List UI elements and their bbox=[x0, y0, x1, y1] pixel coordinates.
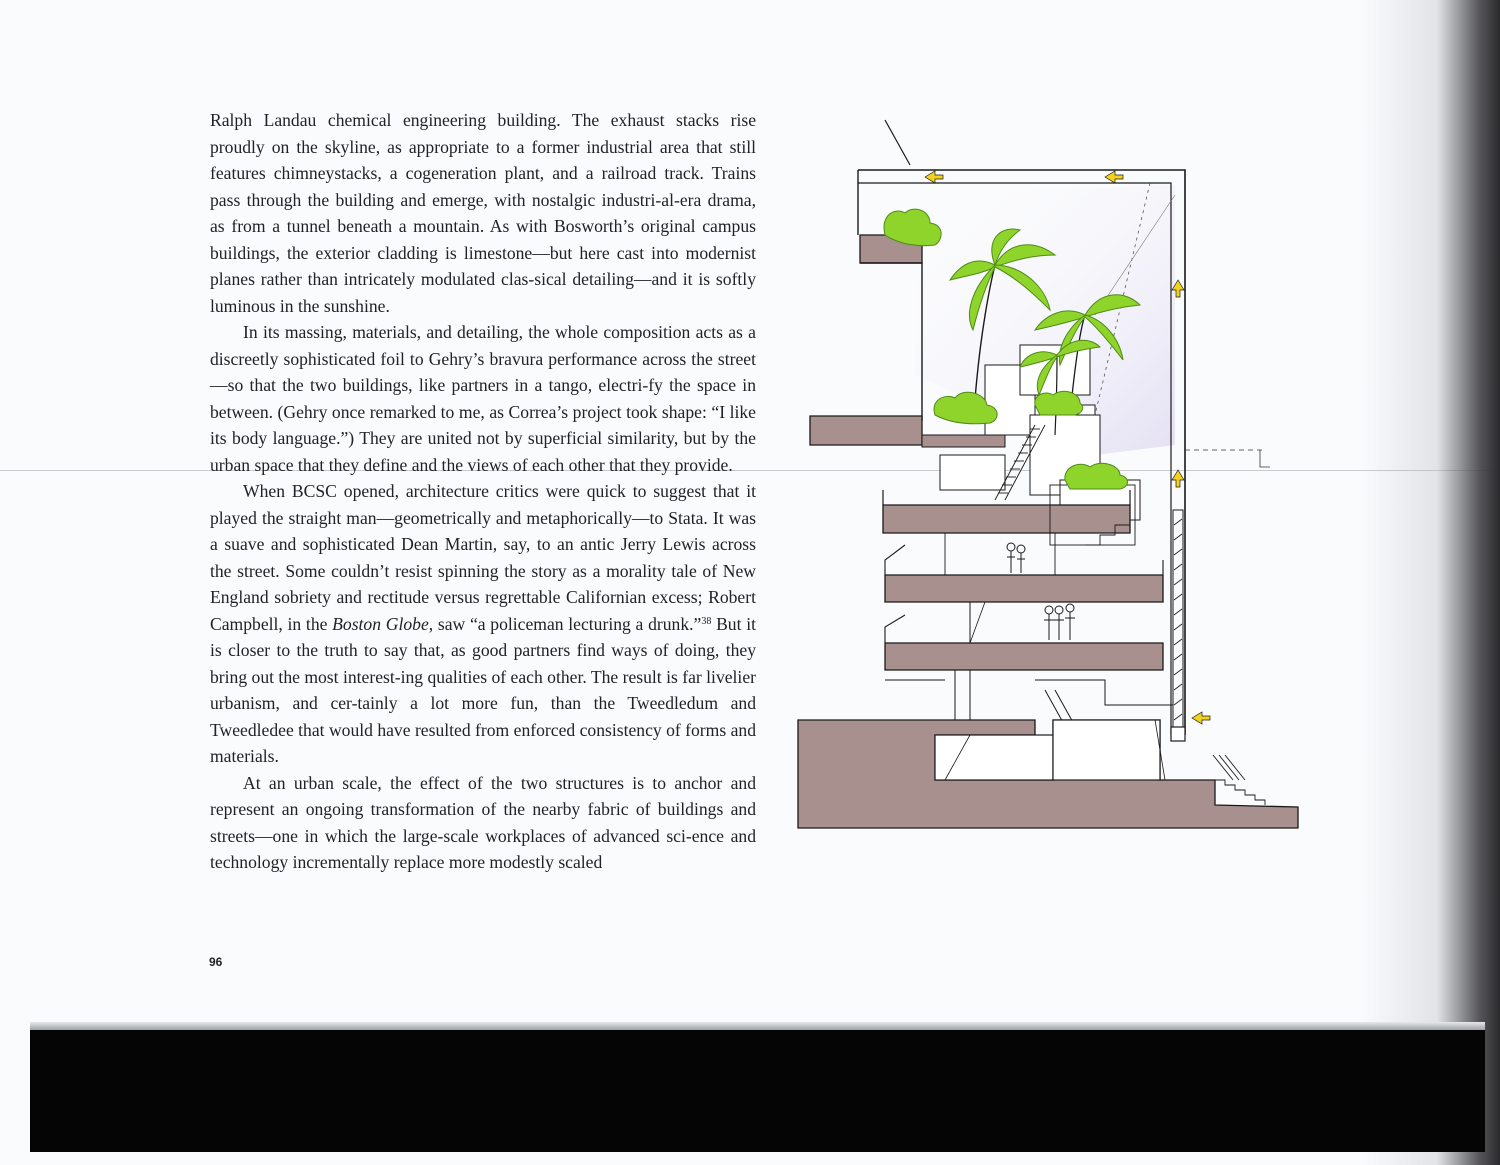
building-section-drawing bbox=[795, 115, 1300, 830]
footnote-ref: 38 bbox=[701, 615, 712, 627]
basement-room bbox=[935, 735, 1053, 780]
sidewalk-steps bbox=[1213, 755, 1265, 805]
arrow-icon bbox=[925, 171, 943, 183]
paragraph-2: In its massing, materials, and detailing, the whole composition acts as a discreetly sophisticated foil to Gehry’s bravura performance across the street—so that the two buildings, like partners in a tango, electri-fy the space in between. (Gehry once remarked to me, as Correa’s project took shape: “I like its body language.”) They are united not by superficial similarity, but by the urban space that they define and the views of each other that they provide. bbox=[210, 322, 756, 475]
level-4-slab-extension bbox=[922, 435, 1005, 447]
shrub-level-3 bbox=[1065, 463, 1128, 489]
roof-leader-line bbox=[885, 120, 910, 165]
people-group-lower bbox=[1044, 604, 1075, 640]
paragraph-4: At an urban scale, the effect of the two structures is to anchor and represent an ongoing transformation of the nearby fabric of buildings and streets—one in which the large-scale workplaces of advanced sci-ence and technology incrementally replace more modestly scaled bbox=[210, 772, 756, 872]
people-group-upper bbox=[1007, 543, 1025, 573]
upper-wall bbox=[860, 263, 922, 421]
facade-louvers bbox=[1174, 519, 1182, 720]
facade-screen bbox=[1173, 510, 1183, 730]
level-3-slab bbox=[883, 505, 1130, 533]
arrow-icon bbox=[1192, 712, 1210, 724]
paragraph-1: Ralph Landau chemical engineering building. The exhaust stacks rise proudly on the skyline, as appropriate to a former industrial area that still features chimneystacks, a cogeneration plant, and a railroad track. Trains pass through the building and emerge, with nostalgic industri-al-era drama, as from a tunnel beneath a mountain. As with Bosworth’s original campus buildings, the exterior cladding is limestone—but here cast into modernist planes rather than intricately modulated clas-sical detailing—and it is softly luminous in the sunshine. bbox=[210, 110, 756, 316]
scan-background bbox=[30, 1030, 1485, 1152]
level-1-slab bbox=[885, 643, 1163, 670]
facade-base-box bbox=[1171, 727, 1185, 741]
level-2-slab bbox=[885, 575, 1163, 602]
body-text bbox=[210, 107, 756, 876]
newspaper-title: Boston Globe bbox=[332, 613, 429, 634]
binding-shadow bbox=[1360, 0, 1500, 1165]
arrow-icon bbox=[1172, 470, 1184, 487]
basement-room-2 bbox=[1053, 720, 1160, 780]
arrow-icon bbox=[1105, 171, 1123, 183]
shrub-terrace bbox=[1035, 391, 1083, 415]
page-number: 96 bbox=[209, 955, 223, 969]
level-4-slab bbox=[810, 416, 922, 445]
paragraph-3: When BCSC opened, architecture critics were quick to suggest that it played the straight man—geometrically and metaphorically—to Stata. It was a suave and sophisticated Dean Martin, say, to an antic Jerry Lewis across the street. Some couldn’t resist spinning the story as a morality tale of New England sobriety and rectitude versus regrettable Californian excess; Robert Campbell, in the Boston Globe, saw “a policeman lecturing a drunk.”$^{38}$ But it is closer to the truth to say that, as good partners find ways of doing, they bring out the most interest-ing qualities of each other. The result is far livelier urbanism, and cer-tainly a lot more fun, than the Tweedledum and Tweedledee that would have resulted from enforced consistency of forms and materials. bbox=[210, 481, 756, 766]
